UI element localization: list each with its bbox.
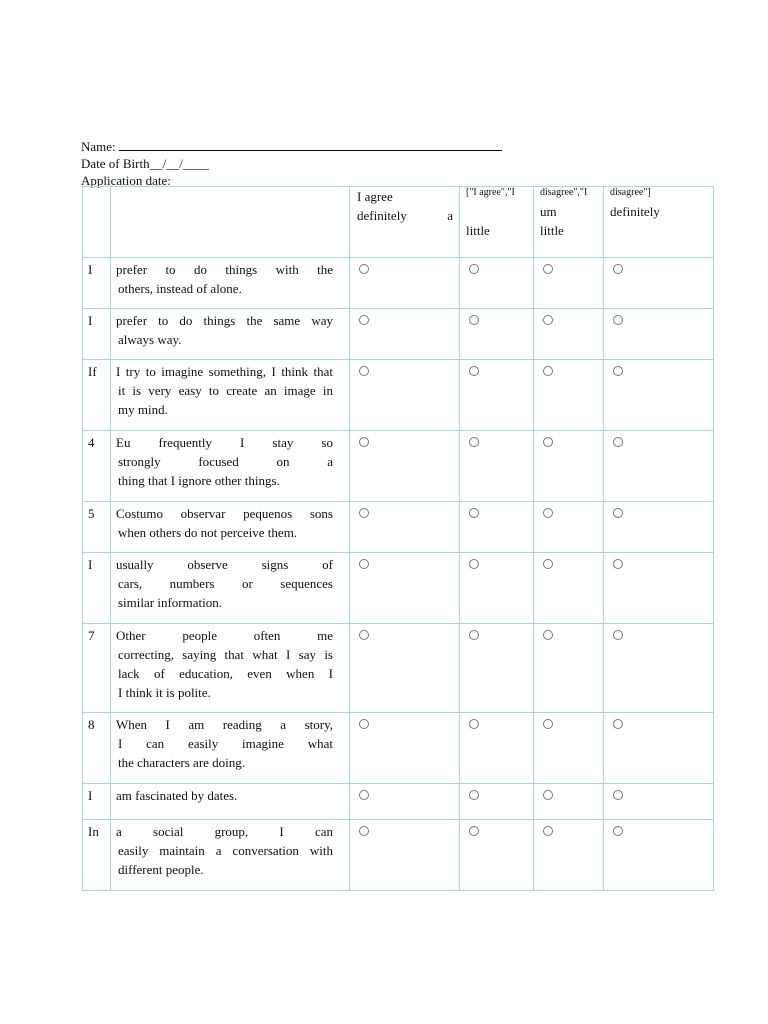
option-cell-agree-little <box>460 624 534 713</box>
statement-line: my mind. <box>118 402 168 417</box>
radio-disagree-definitely[interactable] <box>613 559 623 569</box>
question-number: If <box>83 360 111 431</box>
question-row <box>83 553 714 624</box>
header-row <box>83 187 714 258</box>
radio-disagree-definitely[interactable] <box>613 719 623 729</box>
header-blank-num <box>83 187 111 258</box>
radio-agree-little[interactable] <box>469 719 479 729</box>
column-header-disagree-definitely <box>604 187 714 258</box>
radio-agree-definitely[interactable] <box>359 508 369 518</box>
form-header <box>81 138 502 189</box>
statement-line: it is very easy to create an image in <box>118 383 333 398</box>
radio-agree-little[interactable] <box>469 508 479 518</box>
question-statement <box>111 309 350 360</box>
question-row <box>83 784 714 820</box>
option-cell-disagree-little <box>534 820 604 891</box>
option-cell-disagree-little <box>534 309 604 360</box>
radio-agree-little[interactable] <box>469 630 479 640</box>
col1-line2: definitely a <box>357 208 453 223</box>
statement-line: when others do not perceive them. <box>118 525 298 540</box>
col4-top: disagree"] <box>610 187 651 198</box>
column-header-agree-definitely <box>350 187 460 258</box>
option-cell-disagree-definitely <box>604 784 714 820</box>
option-cell-agree-little <box>460 258 534 309</box>
radio-disagree-little[interactable] <box>543 559 553 569</box>
col3-main-1: um <box>540 204 557 219</box>
option-cell-disagree-little <box>534 784 604 820</box>
question-row <box>83 360 714 431</box>
option-cell-disagree-little <box>534 258 604 309</box>
question-number: 4 <box>83 431 111 502</box>
statement-line: easily maintain a conversation with <box>118 843 333 858</box>
statement-line: a social group, I can <box>116 824 333 839</box>
option-cell-agree-little <box>460 784 534 820</box>
radio-disagree-little[interactable] <box>543 508 553 518</box>
statement-line: the characters are doing. <box>118 755 246 770</box>
col4-main: definitely <box>610 204 660 219</box>
option-cell-agree-definitely <box>350 502 460 553</box>
radio-disagree-little[interactable] <box>543 366 553 376</box>
radio-disagree-little[interactable] <box>543 630 553 640</box>
radio-agree-definitely[interactable] <box>359 719 369 729</box>
radio-disagree-definitely[interactable] <box>613 508 623 518</box>
option-cell-disagree-little <box>534 431 604 502</box>
option-cell-disagree-definitely <box>604 360 714 431</box>
option-cell-agree-definitely <box>350 431 460 502</box>
statement-line: thing that I ignore other things. <box>118 473 280 488</box>
radio-agree-little[interactable] <box>469 315 479 325</box>
option-cell-agree-definitely <box>350 360 460 431</box>
application-date-label: Application date: <box>81 173 171 188</box>
statement-line: When I am reading a story, <box>116 717 333 732</box>
question-statement <box>111 820 350 891</box>
radio-disagree-definitely[interactable] <box>613 264 623 274</box>
question-number: 8 <box>83 713 111 784</box>
header-blank-statement <box>111 187 350 258</box>
option-cell-agree-little <box>460 713 534 784</box>
option-cell-agree-little <box>460 553 534 624</box>
radio-disagree-definitely[interactable] <box>613 826 623 836</box>
radio-disagree-little[interactable] <box>543 826 553 836</box>
radio-disagree-definitely[interactable] <box>613 366 623 376</box>
statement-line: Other people often me <box>116 628 333 643</box>
option-cell-disagree-definitely <box>604 258 714 309</box>
col2-main: little <box>466 223 490 238</box>
radio-agree-definitely[interactable] <box>359 630 369 640</box>
statement-line: prefer to do things the same way <box>116 313 333 328</box>
statement-line: I can easily imagine what <box>118 736 333 751</box>
option-cell-disagree-definitely <box>604 713 714 784</box>
dob-label: Date of Birth <box>81 156 150 171</box>
name-blank[interactable] <box>119 140 502 151</box>
statement-line: usually observe signs of <box>116 557 333 572</box>
question-statement <box>111 624 350 713</box>
option-cell-agree-definitely <box>350 309 460 360</box>
radio-agree-little[interactable] <box>469 366 479 376</box>
radio-disagree-little[interactable] <box>543 264 553 274</box>
statement-line: correcting, saying that what I say is <box>118 647 333 662</box>
option-cell-agree-little <box>460 309 534 360</box>
statement-line: lack of education, even when I <box>118 666 333 681</box>
option-cell-disagree-definitely <box>604 431 714 502</box>
question-row <box>83 624 714 713</box>
questionnaire-table <box>82 186 714 891</box>
radio-disagree-little[interactable] <box>543 437 553 447</box>
option-cell-disagree-little <box>534 360 604 431</box>
radio-disagree-little[interactable] <box>543 790 553 800</box>
radio-disagree-little[interactable] <box>543 315 553 325</box>
column-header-disagree-little <box>534 187 604 258</box>
radio-disagree-definitely[interactable] <box>613 437 623 447</box>
statement-line: I think it is polite. <box>118 685 211 700</box>
option-cell-disagree-definitely <box>604 624 714 713</box>
option-cell-agree-definitely <box>350 624 460 713</box>
radio-agree-little[interactable] <box>469 437 479 447</box>
question-rows <box>83 258 714 891</box>
question-row <box>83 431 714 502</box>
radio-disagree-little[interactable] <box>543 719 553 729</box>
radio-agree-little[interactable] <box>469 826 479 836</box>
name-label: Name: <box>81 139 116 154</box>
question-number: 7 <box>83 624 111 713</box>
option-cell-agree-definitely <box>350 784 460 820</box>
col2-top: ["I agree","I <box>466 187 515 198</box>
statement-line: strongly focused on a <box>118 454 333 469</box>
option-cell-agree-little <box>460 502 534 553</box>
statement-line: different people. <box>118 862 204 877</box>
question-statement <box>111 258 350 309</box>
statement-line: similar information. <box>118 595 222 610</box>
radio-agree-definitely[interactable] <box>359 264 369 274</box>
option-cell-disagree-little <box>534 713 604 784</box>
question-statement <box>111 553 350 624</box>
radio-agree-definitely[interactable] <box>359 437 369 447</box>
dob-row <box>81 155 502 172</box>
col3-top: disagree","I <box>540 187 588 198</box>
option-cell-disagree-definitely <box>604 309 714 360</box>
radio-agree-definitely[interactable] <box>359 826 369 836</box>
option-cell-disagree-definitely <box>604 553 714 624</box>
option-cell-disagree-little <box>534 502 604 553</box>
statement-line: prefer to do things with the <box>116 262 333 277</box>
option-cell-disagree-definitely <box>604 502 714 553</box>
question-statement <box>111 431 350 502</box>
option-cell-agree-little <box>460 820 534 891</box>
question-number: In <box>83 820 111 891</box>
statement-line: others, instead of alone. <box>118 281 242 296</box>
statement-line: always way. <box>118 332 182 347</box>
col1-line1: I agree <box>357 189 393 204</box>
radio-agree-definitely[interactable] <box>359 366 369 376</box>
question-statement <box>111 502 350 553</box>
radio-disagree-definitely[interactable] <box>613 790 623 800</box>
question-number: I <box>83 553 111 624</box>
statement-line: am fascinated by dates. <box>116 788 238 803</box>
radio-agree-definitely[interactable] <box>359 790 369 800</box>
question-row <box>83 820 714 891</box>
radio-disagree-definitely[interactable] <box>613 315 623 325</box>
question-number: I <box>83 258 111 309</box>
question-statement <box>111 713 350 784</box>
radio-agree-little[interactable] <box>469 559 479 569</box>
option-cell-agree-little <box>460 431 534 502</box>
radio-agree-little[interactable] <box>469 264 479 274</box>
statement-line: Eu frequently I stay so <box>116 435 333 450</box>
question-row <box>83 258 714 309</box>
option-cell-agree-definitely <box>350 258 460 309</box>
question-row <box>83 502 714 553</box>
option-cell-agree-definitely <box>350 713 460 784</box>
radio-agree-little[interactable] <box>469 790 479 800</box>
column-header-agree-little <box>460 187 534 258</box>
option-cell-agree-definitely <box>350 553 460 624</box>
radio-agree-definitely[interactable] <box>359 559 369 569</box>
option-cell-agree-little <box>460 360 534 431</box>
statement-line: Costumo observar pequenos sons <box>116 506 333 521</box>
option-cell-disagree-definitely <box>604 820 714 891</box>
question-row <box>83 713 714 784</box>
question-statement <box>111 360 350 431</box>
radio-disagree-definitely[interactable] <box>613 630 623 640</box>
option-cell-agree-definitely <box>350 820 460 891</box>
question-number: 5 <box>83 502 111 553</box>
statement-line: cars, numbers or sequences <box>118 576 333 591</box>
option-cell-disagree-little <box>534 624 604 713</box>
radio-agree-definitely[interactable] <box>359 315 369 325</box>
question-row <box>83 309 714 360</box>
name-row <box>81 138 502 155</box>
question-number: I <box>83 784 111 820</box>
question-statement <box>111 784 350 820</box>
option-cell-disagree-little <box>534 553 604 624</box>
statement-line: I try to imagine something, I think that <box>116 364 333 379</box>
col3-main-2: little <box>540 223 564 238</box>
dob-blank[interactable]: __/__/____ <box>149 156 209 171</box>
question-number: I <box>83 309 111 360</box>
